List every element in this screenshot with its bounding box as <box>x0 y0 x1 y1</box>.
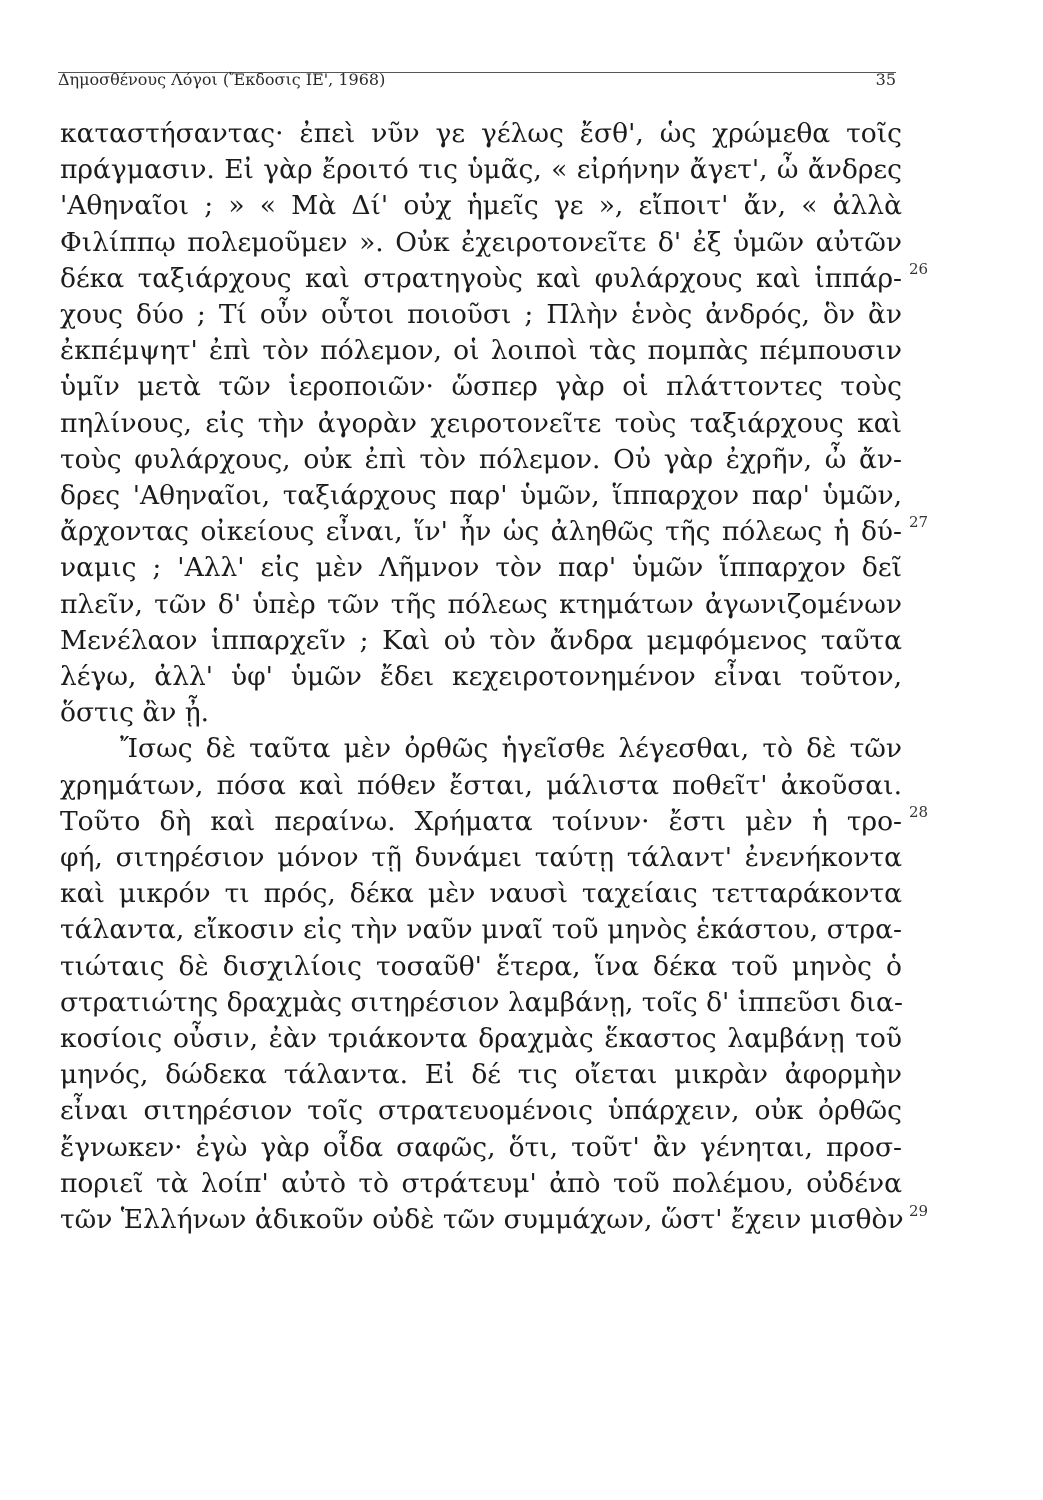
text-line: ὅστις ἂν ᾖ. <box>60 697 210 729</box>
running-head-title: Δημοσθένους Λόγοι (Ἔκδοσις ΙΕ', 1968) <box>58 70 386 89</box>
text-line: τάλαντα, εἴκοσιν εἰς τὴν ναῦν μναῖ τοῦ μηνὸς ἑκάστου, στρα- <box>60 914 902 946</box>
text-line: Τοῦτο δὴ καὶ περαίνω. Χρήματα τοίνυν· ἔστι μὲν ἡ τρο- <box>60 805 902 837</box>
paragraph-first-line: Ἴσως δὲ ταῦτα μὲν ὀρθῶς ἡγεῖσθε λέγεσθαι, τὸ δὲ τῶν <box>120 733 902 765</box>
text-line: στρατιώτης δραχμὰς σιτηρέσιον λαμβάνῃ, τοῖς δ' ἱππεῦσι δια- <box>60 986 903 1018</box>
running-head <box>58 70 896 89</box>
text-line: δρες 'Αθηναῖοι, ταξιάρχους παρ' ὑμῶν, ἵππαρχον παρ' ὑμῶν, <box>60 480 902 511</box>
text-line: δέκα ταξιάρχους καὶ στρατηγοὺς καὶ φυλάρχους καὶ ἱππάρ- <box>60 262 902 294</box>
text-line: πράγμασιν. Εἰ γὰρ ἔροιτό τις ὑμᾶς, « εἰρήνην ἄγετ', ὦ ἄνδρες <box>60 154 902 186</box>
text-line: καταστήσαντας· ἐπεὶ νῦν γε γέλως ἔσθ', ὡς χρώμεθα τοῖς <box>60 118 902 149</box>
text-line: ὑμῖν μετὰ τῶν ἱεροποιῶν· ὥσπερ γὰρ οἱ πλάττοντες τοὺς <box>60 371 902 403</box>
text-line: πηλίνους, εἰς τὴν ἀγορὰν χειροτονεῖτε τοὺς ταξιάρχους καὶ <box>60 407 902 439</box>
text-line: εἶναι σιτηρέσιον τοῖς στρατευομένοις ὑπάρχειν, οὐκ ὀρθῶς <box>60 1095 902 1127</box>
section-number: 26 <box>909 260 929 278</box>
text-line: φή, σιτηρέσιον μόνον τῇ δυνάμει ταύτῃ τάλαντ' ἐνενήκοντα <box>60 842 902 873</box>
text-line: ἄρχοντας οἰκείους εἶναι, ἵν' ἦν ὡς ἀληθῶς τῆς πόλεως ἡ δύ- <box>60 516 902 548</box>
text-line: ποριεῖ τὰ λοίπ' αὐτὸ τὸ στράτευμ' ἀπὸ τοῦ πολέμου, οὐδένα <box>60 1167 902 1199</box>
text-line: τοὺς φυλάρχους, οὐκ ἐπὶ τὸν πόλεμον. Οὐ γὰρ ἐχρῆν, ὦ ἄν- <box>60 443 902 475</box>
text-line: χους δύο ; Τί οὖν οὗτοι ποιοῦσι ; Πλὴν ἑνὸς ἀνδρός, ὃν ἂν <box>60 299 902 330</box>
text-line: κοσίοις οὖσιν, ἐὰν τριάκοντα δραχμὰς ἕκαστος λαμβάνῃ τοῦ <box>60 1023 902 1054</box>
text-line: μηνός, δώδεκα τάλαντα. Εἰ δέ τις οἴεται μικρὰν ἀφορμὴν <box>60 1059 902 1091</box>
text-line: καὶ μικρόν τι πρός, δέκα μὲν ναυσὶ ταχείαις τετταράκοντα <box>60 878 902 910</box>
text-line: Μενέλαον ἱππαρχεῖν ; Καὶ οὐ τὸν ἄνδρα μεμφόμενος ταῦτα <box>60 624 902 656</box>
text-line: τιώταις δὲ δισχιλίοις τοσαῦθ' ἕτερα, ἵνα δέκα τοῦ μηνὸς ὁ <box>60 950 902 982</box>
text-line: Φιλίππῳ πολεμοῦμεν ». Οὐκ ἐχειροτονεῖτε δ' ἐξ ὑμῶν αὐτῶν <box>60 226 902 258</box>
text-line: πλεῖν, τῶν δ' ὑπὲρ τῶν τῆς πόλεως κτημάτων ἀγωνιζομένων <box>60 588 902 620</box>
text-line: χρημάτων, πόσα καὶ πόθεν ἔσται, μάλιστα ποθεῖτ' ἀκοῦσαι. <box>60 769 902 801</box>
section-number: 27 <box>909 513 929 531</box>
text-line: ἔγνωκεν· ἐγὼ γὰρ οἶδα σαφῶς, ὅτι, τοῦτ' ἂν γένηται, προσ- <box>60 1131 902 1163</box>
text-line: ἐκπέμψητ' ἐπὶ τὸν πόλεμον, οἱ λοιποὶ τὰς πομπὰς πέμπουσιν <box>60 335 902 367</box>
text-line: λέγω, ἀλλ' ὑφ' ὑμῶν ἔδει κεχειροτονημένον εἶναι τοῦτον, <box>60 661 902 692</box>
section-number: 29 <box>909 1202 929 1220</box>
text-line: ναμις ; 'Αλλ' εἰς μὲν Λῆμνον τὸν παρ' ὑμῶν ἵππαρχον δεῖ <box>60 552 902 584</box>
text-line: τῶν Ἑλλήνων ἀδικοῦν οὐδὲ τῶν συμμάχων, ὥστ' ἔχειν μισθὸν <box>60 1204 904 1235</box>
text-line: 'Αθηναῖοι ; » « Μὰ Δί' οὐχ ἡμεῖς γε », εἴποιτ' ἄν, « ἀλλὰ <box>60 190 902 222</box>
section-number: 28 <box>909 803 929 821</box>
page-number: 35 <box>875 70 896 89</box>
